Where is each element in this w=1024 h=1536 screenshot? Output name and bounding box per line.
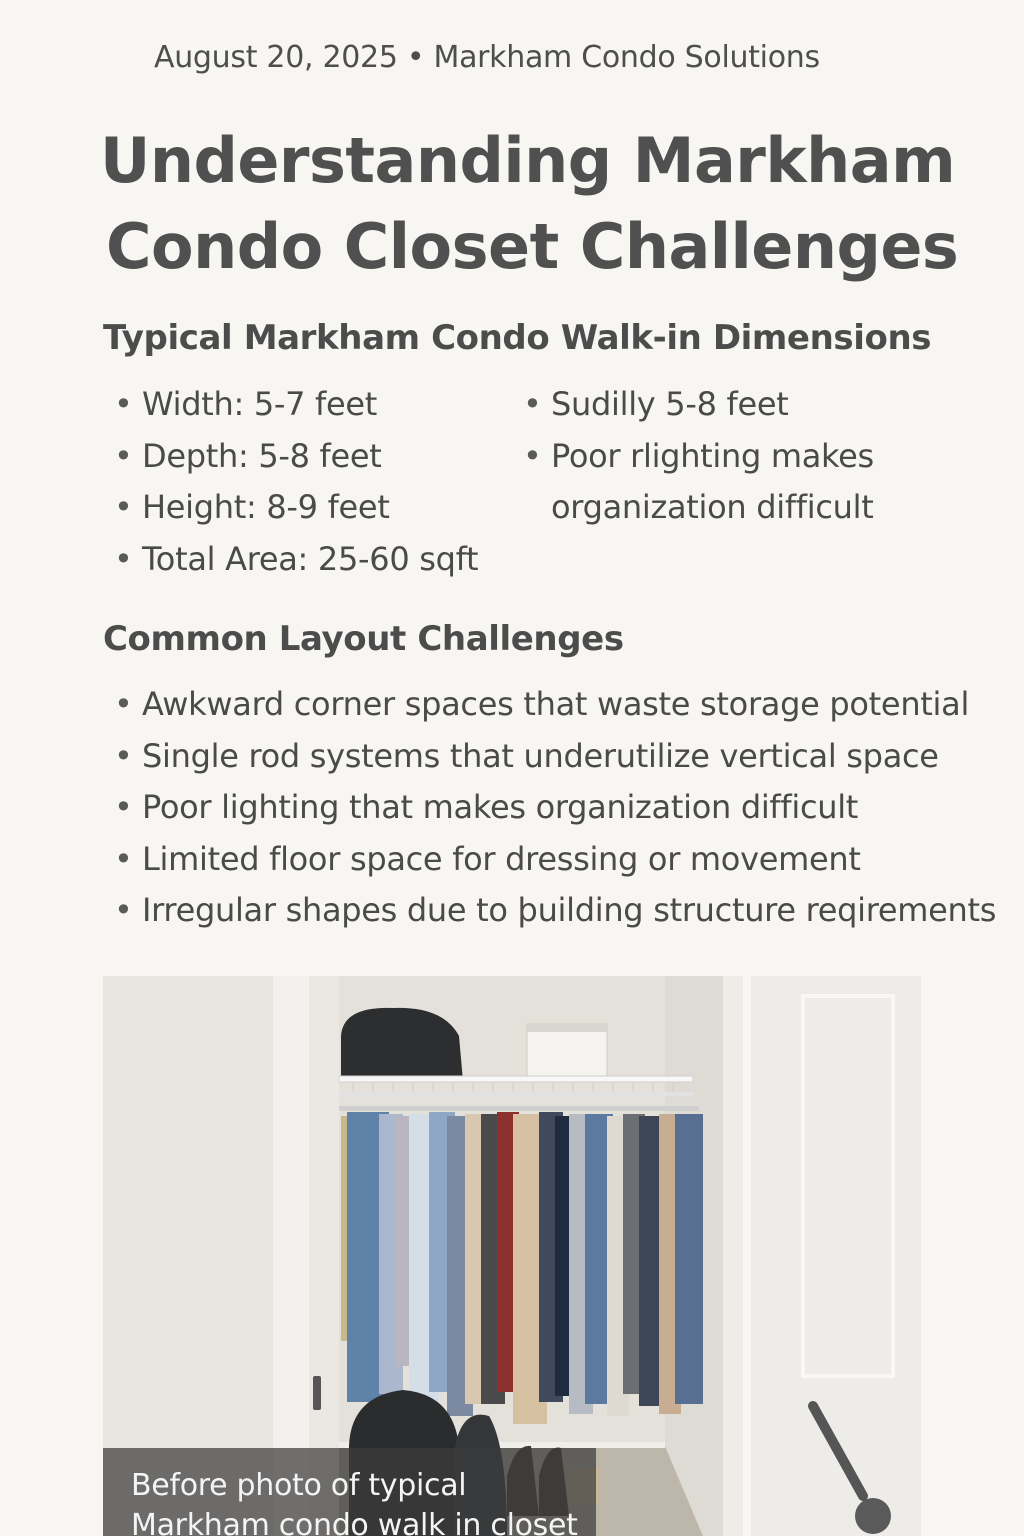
title-line-2: Condo Closet Challenges [106,210,959,283]
dimensions-list-right [513,379,893,534]
list-item: • Poor rlighting makes organization difficult [513,431,893,534]
page-title [100,118,960,290]
dimensions-heading: Typical Markham Condo Walk-in Dimensions [103,318,932,358]
caption-line-1: Before photo of typical [131,1468,467,1503]
list-item: • Single rod systems that underutilize vertical space [104,731,1004,783]
list-item: • Width: 5-7 feet [104,379,478,431]
list-item: • Limited floor space for dressing or movement [104,834,1004,886]
list-item: • Awkward corner spaces that waste storage potential [104,679,1004,731]
challenges-heading: Common Layout Challenges [103,619,624,659]
list-item: • Irregular shapes due to þuilding structure reqirements [104,885,1004,937]
dimensions-list-left [104,379,478,585]
list-item: • Depth: 5-8 feet [104,431,478,483]
list-item: • Total Area: 25-60 sqft [104,534,478,586]
photo-caption [103,1448,596,1536]
challenges-list [104,679,1004,937]
list-item: • Height: 8-9 feet [104,482,478,534]
closet-photo [103,976,921,1536]
list-item: • Poor lighting that makes organization difficult [104,782,1004,834]
post-meta: August 20, 2025 • Markham Condo Solutions [154,40,820,75]
title-line-1: Understanding Markham [100,124,956,197]
list-item: • Sudilly 5-8 feet [513,379,893,431]
caption-line-2: Markham condo walk in closet [131,1508,578,1536]
